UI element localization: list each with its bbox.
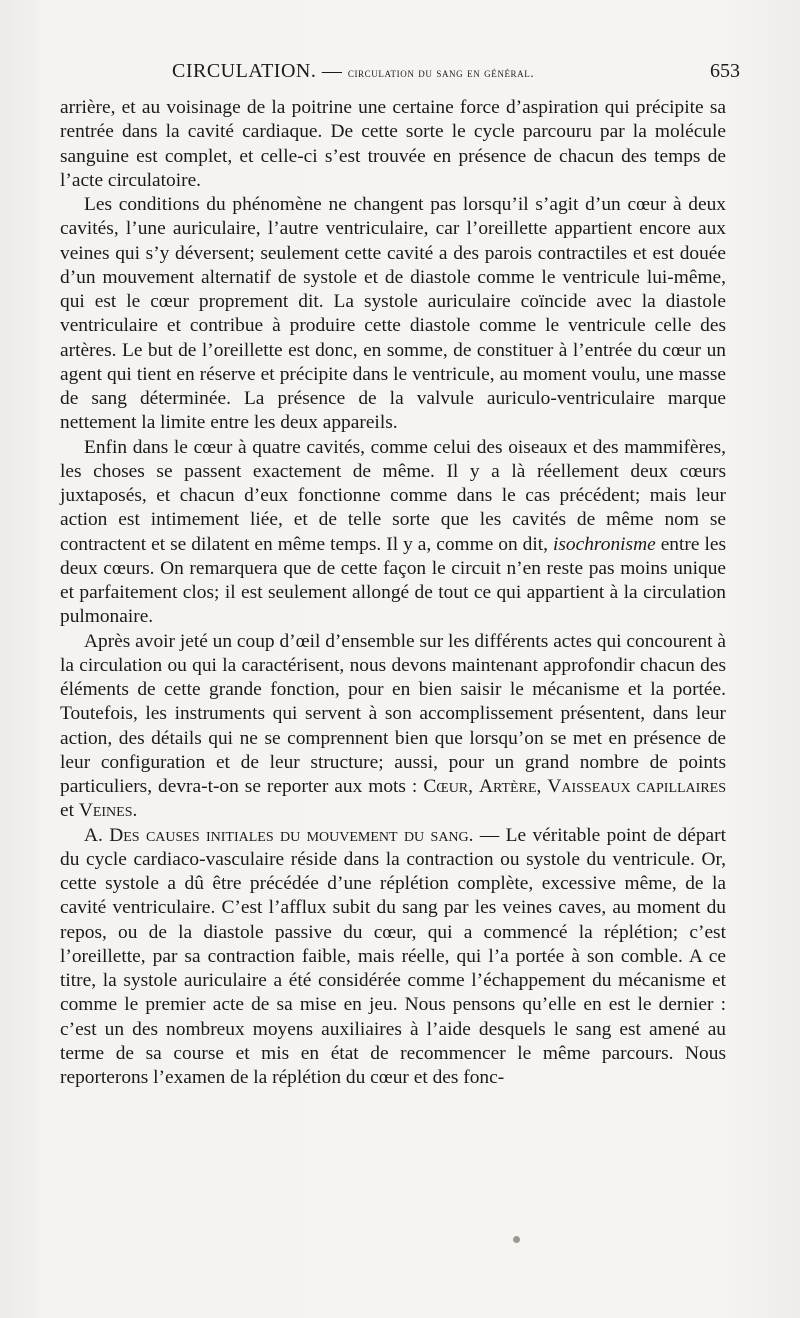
section-title: CIRCULATION. xyxy=(172,60,317,82)
paragraph-3 xyxy=(60,436,726,630)
cross-reference-veines: Veines xyxy=(78,800,133,822)
running-title xyxy=(172,60,534,83)
ref-separator: , xyxy=(536,776,548,797)
paragraph-5 xyxy=(60,824,726,1091)
section-label: A. xyxy=(84,824,103,846)
section-subtitle: circulation du sang en général. xyxy=(347,65,535,80)
ink-spot xyxy=(513,1236,520,1243)
paragraph-4-text: Après avoir jeté un coup d’œil d’ensemble sur les différents actes qui concourent à la circulation ou qui la caractérisent, nous devons maintenant approfondir chacun des éléments de cette grande fonction, pour en bien saisir le mécanisme et la portée. Toutefois, les instruments qui servent à son accomplissement présentent, dans leur action, des détails qui ne se comprennent bien que lorsqu’on se met en présence de leur configuration et de leur structure; aussi, pour un grand nombre de points particuliers, devra-t-on se reporter aux mots : xyxy=(60,630,727,797)
page-number: 653 xyxy=(710,60,740,82)
ref-separator: et xyxy=(60,800,79,822)
header-separator: — xyxy=(316,60,348,82)
ref-separator: , xyxy=(468,776,479,797)
italic-term-isochronisme: isochronisme xyxy=(553,533,656,555)
paragraph-3-text-a: Enfin dans le cœur à quatre cavités, comme celui des oiseaux et des mammifères, les choses se passent exactement de même. Il y a là réellement deux cœurs juxtaposés, et chacun d’eux fonctionne comme dans le cas précédent; mais leur action est intimement liée, et de telle sorte que les cavités de même nom se contractent et se dilatent en même temps. Il y a, comme on dit, xyxy=(60,436,726,555)
page-header xyxy=(60,60,740,90)
paragraph-2: Les conditions du phénomène ne changent pas lorsqu’il s’agit d’un cœur à deux cavités, l’une auriculaire, l’autre ventriculaire, car l’oreillette appartient encore aux veines qui s’y déversent; seulement cette cavité a des parois contractiles et est douée d’un mouvement alternatif de systole et de diastole comme le ventricule lui-même, qui est le cœur proprement dit. La systole auriculaire coïncide avec la diastole ventriculaire et contribue à produire cette diastole comme le ventricule celle des artères. Le but de l’oreillette est donc, en somme, de constituer à l’entrée du cœur un agent qui tient en réserve et précipite dans le ventricule, au moment voulu, une masse de sang déterminée. La présence de la valvule auriculo-ventriculaire marque nettement la limite entre les deux appareils. xyxy=(60,194,726,434)
paragraph-5-text: — Le véritable point de départ du cycle cardiaco-vasculaire réside dans la contraction ou systole du ventricule. Or, cette systole a dû être précédée d’une réplétion complète, excessive même, de la cavité ventriculaire. C’est l’afflux subit du sang par les veines caves, au moment du repos, ou de la diastole passive du cœur, qui a commencé la réplétion; c’est l’oreillette, par sa contraction faible, mais réelle, qui l’a portée à son comble. A ce titre, la systole auriculaire a été considérée comme l’échappement du mécanisme et comme le premier acte de sa mise en jeu. Nous pensons qu’elle en est le dernier : c’est un des nombreux moyens auxiliaires à l’aide desquels le sang est amené au terme de sa course et mis en état de recommencer le même parcours. Nous reporterons l’examen de la réplétion du cœur et des fonc- xyxy=(60,824,726,1088)
section-heading: Des causes initiales du mouvement du sang. xyxy=(109,824,474,846)
paragraph-4 xyxy=(60,630,726,824)
body-text xyxy=(60,96,726,1090)
paragraph-1: arrière, et au voisinage de la poitrine une certaine force d’aspiration qui précipite sa rentrée dans la cavité cardiaque. De cette sorte le cycle parcouru par la molécule sanguine est complet, et celle-ci s’est trouvée en présence de chacun des temps de l’acte circulatoire. xyxy=(60,97,726,191)
paragraph-3-text-b: entre les deux cœurs. On remarquera que de cette façon le circuit n’en reste pas moins unique et parfaitement clos; il est seulement allongé de tout ce qui appartient à la circulation pulmonaire. xyxy=(60,533,726,628)
cross-reference-vaisseaux-capillaires: Vaisseaux capillaires xyxy=(547,776,727,797)
cross-reference-coeur: Cœur xyxy=(423,776,469,797)
ref-end: . xyxy=(132,800,138,822)
cross-reference-artere: Artère xyxy=(479,776,537,797)
